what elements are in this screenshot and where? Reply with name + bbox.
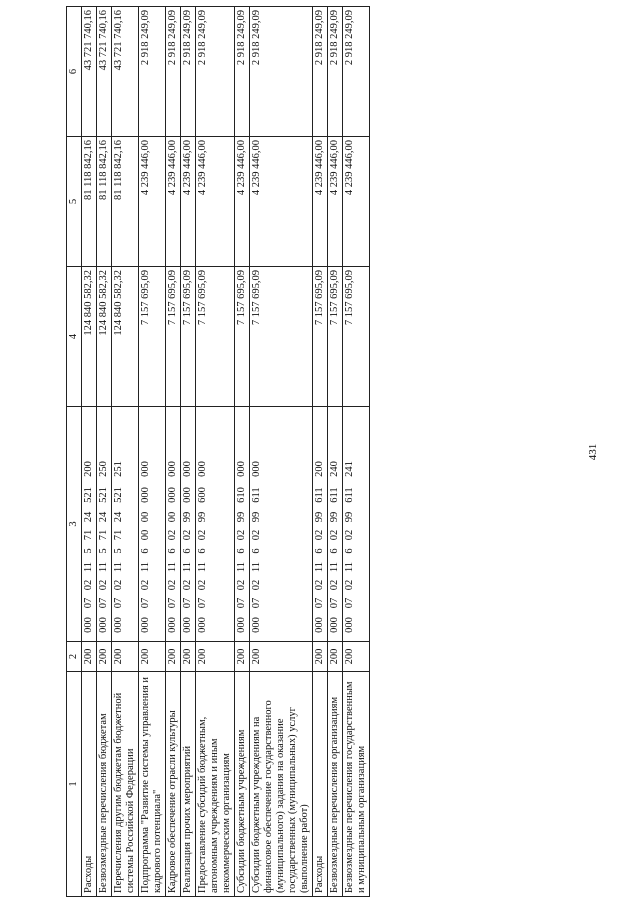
row-name: Безвозмездные перечисления бюджетам — [97, 672, 112, 897]
row-line-code: 200 — [313, 642, 328, 672]
code-segment: 07 — [314, 597, 325, 609]
header-row — [67, 7, 82, 897]
code-segment: 02 — [314, 579, 325, 591]
row-approved-amount: 124 840 582,32 — [82, 267, 97, 407]
code-segment: 11 — [197, 561, 208, 573]
table-row — [250, 7, 313, 897]
code-segment: 71 — [113, 529, 124, 541]
code-segment: 000 — [98, 617, 109, 633]
code-segment: 24 — [98, 511, 109, 523]
row-budget-code — [313, 407, 328, 642]
row-name: Безвозмездные перечисления государственным и муниципальным организациям — [343, 672, 370, 897]
table-row — [343, 7, 370, 897]
row-line-code: 200 — [166, 642, 181, 672]
code-segment: 02 — [167, 529, 178, 541]
code-segment: 02 — [236, 529, 247, 541]
code-segment: 07 — [182, 597, 193, 609]
row-executed-amount: 4 239 446,00 — [343, 137, 370, 267]
code-segment: 07 — [98, 597, 109, 609]
table-row — [112, 7, 139, 897]
row-approved-amount: 7 157 695,09 — [235, 267, 250, 407]
rotated-content — [61, 0, 557, 905]
code-segment: 07 — [140, 597, 151, 609]
code-segment: 02 — [236, 579, 247, 591]
row-executed-amount: 4 239 446,00 — [139, 137, 166, 267]
code-segment: 000 — [182, 487, 193, 503]
row-budget-code — [112, 407, 139, 642]
row-line-code: 200 — [139, 642, 166, 672]
row-approved-amount: 7 157 695,09 — [196, 267, 235, 407]
budget-table — [66, 6, 370, 897]
row-unexecuted-amount: 2 918 249,09 — [313, 7, 328, 137]
code-segment: 07 — [329, 597, 340, 609]
code-segment: 000 — [182, 461, 193, 477]
code-segment: 02 — [329, 529, 340, 541]
table-row — [139, 7, 166, 897]
code-segment: 521 — [98, 487, 109, 503]
row-budget-code — [181, 407, 196, 642]
code-segment: 99 — [251, 511, 262, 523]
code-segment: 6 — [182, 548, 193, 554]
code-segment: 07 — [251, 597, 262, 609]
code-segment: 200 — [83, 461, 94, 477]
row-name: Безвозмездные перечисления организациям — [328, 672, 343, 897]
budget-code-segments — [83, 410, 95, 638]
budget-code-segments — [113, 410, 125, 638]
row-unexecuted-amount: 2 918 249,09 — [166, 7, 181, 137]
row-line-code: 200 — [235, 642, 250, 672]
code-segment: 11 — [344, 561, 355, 573]
code-segment: 02 — [344, 579, 355, 591]
code-segment: 000 — [140, 461, 151, 477]
code-segment: 5 — [113, 548, 124, 554]
budget-code-segments — [314, 410, 326, 638]
code-segment: 000 — [329, 617, 340, 633]
row-executed-amount: 4 239 446,00 — [250, 137, 313, 267]
code-segment: 07 — [197, 597, 208, 609]
code-segment: 11 — [182, 561, 193, 573]
row-line-code: 200 — [328, 642, 343, 672]
budget-code-segments — [197, 410, 209, 638]
budget-code-segments — [167, 410, 179, 638]
code-segment: 02 — [251, 579, 262, 591]
budget-code-segments — [344, 410, 356, 638]
code-segment: 99 — [329, 511, 340, 523]
code-segment: 000 — [140, 487, 151, 503]
row-name: Реализация прочих мероприятий — [181, 672, 196, 897]
code-segment: 02 — [167, 579, 178, 591]
code-segment: 02 — [140, 579, 151, 591]
row-line-code: 200 — [181, 642, 196, 672]
row-executed-amount: 4 239 446,00 — [196, 137, 235, 267]
page-number: 431 — [587, 443, 599, 461]
code-segment: 71 — [98, 529, 109, 541]
col-header: 4 — [67, 267, 82, 407]
code-segment: 000 — [83, 617, 94, 633]
table-body — [82, 7, 370, 897]
row-name: Субсидии бюджетным учреждениям на финансовое обеспечение государственного (муниципального) задания на оказание государственных (муниципальных) услуг (выполнение работ) — [250, 672, 313, 897]
row-approved-amount: 7 157 695,09 — [181, 267, 196, 407]
row-executed-amount: 81 118 842,16 — [82, 137, 97, 267]
code-segment: 250 — [98, 461, 109, 477]
code-segment: 71 — [83, 529, 94, 541]
row-unexecuted-amount: 2 918 249,09 — [181, 7, 196, 137]
code-segment: 02 — [344, 529, 355, 541]
code-segment: 00 — [140, 511, 151, 523]
row-budget-code — [196, 407, 235, 642]
budget-code-segments — [251, 410, 263, 638]
row-unexecuted-amount: 2 918 249,09 — [250, 7, 313, 137]
code-segment: 00 — [140, 529, 151, 541]
budget-code-segments — [236, 410, 248, 638]
code-segment: 251 — [113, 461, 124, 477]
code-segment: 6 — [167, 548, 178, 554]
row-unexecuted-amount: 2 918 249,09 — [328, 7, 343, 137]
code-segment: 02 — [197, 529, 208, 541]
table-row — [196, 7, 235, 897]
code-segment: 11 — [83, 561, 94, 573]
row-executed-amount: 4 239 446,00 — [328, 137, 343, 267]
code-segment: 000 — [140, 617, 151, 633]
code-segment: 02 — [98, 579, 109, 591]
code-segment: 11 — [167, 561, 178, 573]
row-executed-amount: 4 239 446,00 — [313, 137, 328, 267]
code-segment: 07 — [236, 597, 247, 609]
code-segment: 07 — [344, 597, 355, 609]
code-segment: 6 — [251, 548, 262, 554]
code-segment: 241 — [344, 461, 355, 477]
code-segment: 000 — [167, 487, 178, 503]
table-row — [328, 7, 343, 897]
row-line-code: 200 — [97, 642, 112, 672]
code-segment: 6 — [314, 548, 325, 554]
row-unexecuted-amount: 2 918 249,09 — [139, 7, 166, 137]
code-segment: 99 — [314, 511, 325, 523]
code-segment: 11 — [236, 561, 247, 573]
code-segment: 24 — [113, 511, 124, 523]
row-name: Субсидии бюджетным учреждениям — [235, 672, 250, 897]
col-header: 1 — [67, 672, 82, 897]
row-unexecuted-amount: 43 721 740,16 — [112, 7, 139, 137]
col-header: 3 — [67, 407, 82, 642]
code-segment: 6 — [197, 548, 208, 554]
code-segment: 02 — [197, 579, 208, 591]
code-segment: 99 — [236, 511, 247, 523]
col-header: 5 — [67, 137, 82, 267]
row-line-code: 200 — [196, 642, 235, 672]
code-segment: 02 — [251, 529, 262, 541]
code-segment: 000 — [236, 461, 247, 477]
code-segment: 07 — [167, 597, 178, 609]
code-segment: 02 — [83, 579, 94, 591]
code-segment: 521 — [83, 487, 94, 503]
code-segment: 611 — [251, 487, 262, 503]
row-unexecuted-amount: 43 721 740,16 — [97, 7, 112, 137]
row-approved-amount: 7 157 695,09 — [343, 267, 370, 407]
code-segment: 07 — [113, 597, 124, 609]
code-segment: 11 — [251, 561, 262, 573]
table-row — [82, 7, 97, 897]
row-budget-code — [97, 407, 112, 642]
code-segment: 6 — [329, 548, 340, 554]
code-segment: 600 — [197, 487, 208, 503]
row-unexecuted-amount: 2 918 249,09 — [196, 7, 235, 137]
code-segment: 000 — [167, 617, 178, 633]
table-row — [166, 7, 181, 897]
budget-code-segments — [98, 410, 110, 638]
code-segment: 000 — [251, 461, 262, 477]
row-name: Кадровое обеспечение отрасли культуры — [166, 672, 181, 897]
budget-code-segments — [140, 410, 152, 638]
code-segment: 611 — [314, 487, 325, 503]
row-executed-amount: 4 239 446,00 — [166, 137, 181, 267]
row-line-code: 200 — [112, 642, 139, 672]
code-segment: 99 — [344, 511, 355, 523]
code-segment: 6 — [236, 548, 247, 554]
code-segment: 000 — [167, 461, 178, 477]
code-segment: 11 — [113, 561, 124, 573]
code-segment: 611 — [329, 487, 340, 503]
code-segment: 200 — [314, 461, 325, 477]
row-budget-code — [328, 407, 343, 642]
row-name: Расходы — [313, 672, 328, 897]
budget-code-segments — [329, 410, 341, 638]
code-segment: 000 — [251, 617, 262, 633]
row-budget-code — [166, 407, 181, 642]
table-row — [313, 7, 328, 897]
code-segment: 6 — [140, 548, 151, 554]
code-segment: 521 — [113, 487, 124, 503]
col-header: 2 — [67, 642, 82, 672]
code-segment: 000 — [344, 617, 355, 633]
code-segment: 000 — [314, 617, 325, 633]
row-budget-code — [250, 407, 313, 642]
row-name: Перечисления другим бюджетам бюджетной системы Российской Федерации — [112, 672, 139, 897]
row-line-code: 200 — [82, 642, 97, 672]
code-segment: 610 — [236, 487, 247, 503]
row-approved-amount: 7 157 695,09 — [328, 267, 343, 407]
row-unexecuted-amount: 2 918 249,09 — [235, 7, 250, 137]
row-unexecuted-amount: 2 918 249,09 — [343, 7, 370, 137]
table-row — [97, 7, 112, 897]
code-segment: 07 — [83, 597, 94, 609]
row-approved-amount: 124 840 582,32 — [112, 267, 139, 407]
row-line-code: 200 — [250, 642, 313, 672]
row-line-code: 200 — [343, 642, 370, 672]
row-executed-amount: 81 118 842,16 — [97, 137, 112, 267]
code-segment: 11 — [98, 561, 109, 573]
code-segment: 000 — [236, 617, 247, 633]
row-executed-amount: 4 239 446,00 — [235, 137, 250, 267]
row-executed-amount: 81 118 842,16 — [112, 137, 139, 267]
row-approved-amount: 7 157 695,09 — [139, 267, 166, 407]
row-name: Расходы — [82, 672, 97, 897]
code-segment: 99 — [182, 511, 193, 523]
code-segment: 240 — [329, 461, 340, 477]
row-name: Предоставление субсидий бюджетным, автономным учреждениям и иным некоммерческим организациям — [196, 672, 235, 897]
code-segment: 6 — [344, 548, 355, 554]
table-row — [181, 7, 196, 897]
row-executed-amount: 4 239 446,00 — [181, 137, 196, 267]
code-segment: 5 — [98, 548, 109, 554]
row-budget-code — [235, 407, 250, 642]
row-approved-amount: 7 157 695,09 — [313, 267, 328, 407]
code-segment: 02 — [314, 529, 325, 541]
code-segment: 611 — [344, 487, 355, 503]
code-segment: 11 — [140, 561, 151, 573]
col-header: 6 — [67, 7, 82, 137]
code-segment: 000 — [197, 617, 208, 633]
code-segment: 000 — [113, 617, 124, 633]
code-segment: 02 — [113, 579, 124, 591]
code-segment: 00 — [167, 511, 178, 523]
code-segment: 99 — [197, 511, 208, 523]
code-segment: 11 — [329, 561, 340, 573]
code-segment: 02 — [329, 579, 340, 591]
budget-code-segments — [182, 410, 194, 638]
row-unexecuted-amount: 43 721 740,16 — [82, 7, 97, 137]
code-segment: 5 — [83, 548, 94, 554]
code-segment: 000 — [197, 461, 208, 477]
code-segment: 11 — [314, 561, 325, 573]
code-segment: 02 — [182, 579, 193, 591]
row-budget-code — [343, 407, 370, 642]
row-approved-amount: 124 840 582,32 — [97, 267, 112, 407]
row-budget-code — [139, 407, 166, 642]
code-segment: 000 — [182, 617, 193, 633]
code-segment: 24 — [83, 511, 94, 523]
row-budget-code — [82, 407, 97, 642]
row-name: Подпрограмма "Развитие системы управления и кадрового потенциала" — [139, 672, 166, 897]
row-approved-amount: 7 157 695,09 — [166, 267, 181, 407]
table-row — [235, 7, 250, 897]
code-segment: 02 — [182, 529, 193, 541]
row-approved-amount: 7 157 695,09 — [250, 267, 313, 407]
